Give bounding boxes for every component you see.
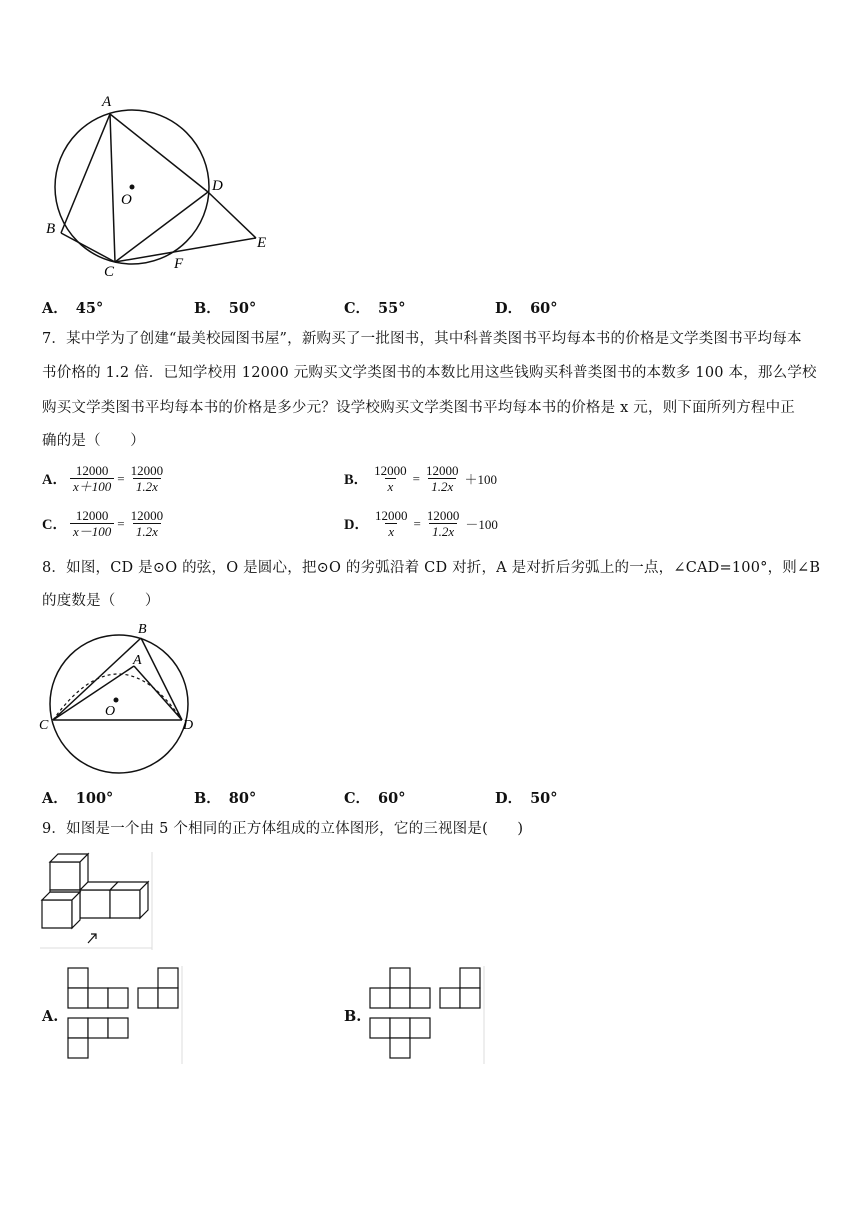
- q6-seg-AC: [110, 114, 115, 262]
- equals-sign: =: [117, 515, 125, 531]
- q8-label-A: A: [133, 653, 142, 668]
- q7-d-fraction-right: $\frac{12000}{1.2x}$: [426, 508, 460, 539]
- q6-label-A: A: [102, 94, 112, 110]
- q9-cubes-figure: [40, 852, 156, 950]
- q7-d-tail: －100: [465, 517, 498, 532]
- q7-stem-line2: 书价格的 1.2 倍．已知学校用 12000 元购买文学类图书的本数比用这些钱购买科普类图书的本数多 100 本，那么学校: [42, 365, 817, 381]
- q6-option-a[interactable]: A． 45°: [42, 300, 104, 317]
- equals-sign: =: [413, 515, 421, 531]
- q6-label-F: F: [174, 256, 184, 272]
- q9-option-b-views[interactable]: [368, 966, 486, 1064]
- q7-option-b-letter: B．: [344, 472, 369, 488]
- q8-stem-line2: 的度数是（ ）: [42, 593, 160, 609]
- q7-b-fraction-right: $\frac{12000}{1.2x}$: [426, 463, 459, 494]
- q8-center-dot: [114, 698, 119, 703]
- q7-a-fraction-right: $\frac{12000}{1.2x}$: [130, 463, 164, 494]
- q8-option-a[interactable]: A． 100°: [42, 790, 114, 807]
- q7-option-b[interactable]: [344, 463, 497, 494]
- q9-option-b-letter[interactable]: B.: [344, 1008, 362, 1025]
- q7-option-d-letter: D．: [344, 517, 369, 533]
- q6-seg-AD: [110, 114, 208, 192]
- q6-option-c[interactable]: C． 55°: [344, 300, 406, 317]
- q6-label-B: B: [46, 221, 56, 237]
- q8-figure: [38, 618, 198, 778]
- q7-stem-line4: 确的是（ ）: [42, 433, 145, 449]
- q7-d-fraction-left: $\frac{12000}{x}$: [374, 508, 408, 539]
- q6-option-d[interactable]: D． 60°: [495, 300, 558, 317]
- q8-seg-AD: [134, 666, 182, 720]
- q8-label-B: B: [138, 622, 147, 637]
- q6-label-D: D: [212, 178, 223, 194]
- q6-option-b[interactable]: B． 50°: [194, 300, 257, 317]
- q7-option-c-letter: C．: [42, 517, 67, 533]
- q6-label-E: E: [257, 235, 267, 251]
- q9-stem: 9．如图是一个由 5 个相同的正方体组成的立体图形，它的三视图是( ): [42, 821, 524, 837]
- q7-a-fraction-left: $\frac{12000}{x+100}$: [70, 463, 114, 494]
- q7-stem-line3: 购买文学类图书平均每本书的价格是多少元？设学校购买文学类图书平均每本书的价格是 x 元，则下面所列方程中正: [42, 400, 795, 416]
- q6-figure: [40, 90, 280, 280]
- q6-center-dot: [130, 185, 135, 190]
- q7-option-d[interactable]: [344, 508, 498, 539]
- q8-seg-CA: [53, 666, 134, 720]
- q7-b-tail: ＋100: [464, 472, 498, 487]
- q6-label-O: O: [121, 192, 132, 208]
- q6-label-C: C: [104, 264, 115, 280]
- q7-option-a[interactable]: [42, 463, 169, 494]
- q8-option-b[interactable]: B． 80°: [194, 790, 257, 807]
- q8-stem-line1: 8．如图，CD 是⊙O 的弦，O 是圆心，把⊙O 的劣弧沿着 CD 对折，A 是对折后劣弧上的一点，∠CAD=100°，则∠B: [42, 560, 821, 576]
- q9-option-a-letter[interactable]: A.: [42, 1008, 59, 1025]
- q8-label-D: D: [183, 718, 194, 733]
- q8-seg-CB: [53, 638, 141, 720]
- q8-option-c[interactable]: C． 60°: [344, 790, 406, 807]
- q7-b-fraction-left: $\frac{12000}{x}$: [374, 463, 407, 494]
- equals-sign: =: [412, 470, 421, 486]
- q7-stem-line1: 7．某中学为了创建“最美校园图书屋”，新购买了一批图书，其中科普类图书平均每本书的价格是文学类图书平均每本: [42, 331, 802, 347]
- equals-sign: =: [117, 470, 125, 486]
- q8-label-O: O: [105, 704, 116, 719]
- q6-seg-BC: [61, 233, 115, 262]
- q7-option-c[interactable]: [42, 508, 169, 539]
- q6-seg-DE: [208, 192, 256, 238]
- q7-c-fraction-right: $\frac{12000}{1.2x}$: [130, 508, 164, 539]
- q7-c-fraction-left: $\frac{12000}{x-100}$: [70, 508, 114, 539]
- q9-option-a-views[interactable]: [66, 966, 184, 1064]
- q6-seg-AB: [61, 114, 110, 233]
- q8-option-d[interactable]: D． 50°: [495, 790, 558, 807]
- q7-option-a-letter: A．: [42, 472, 67, 488]
- q8-label-C: C: [39, 718, 49, 733]
- view-direction-arrow: [88, 934, 96, 943]
